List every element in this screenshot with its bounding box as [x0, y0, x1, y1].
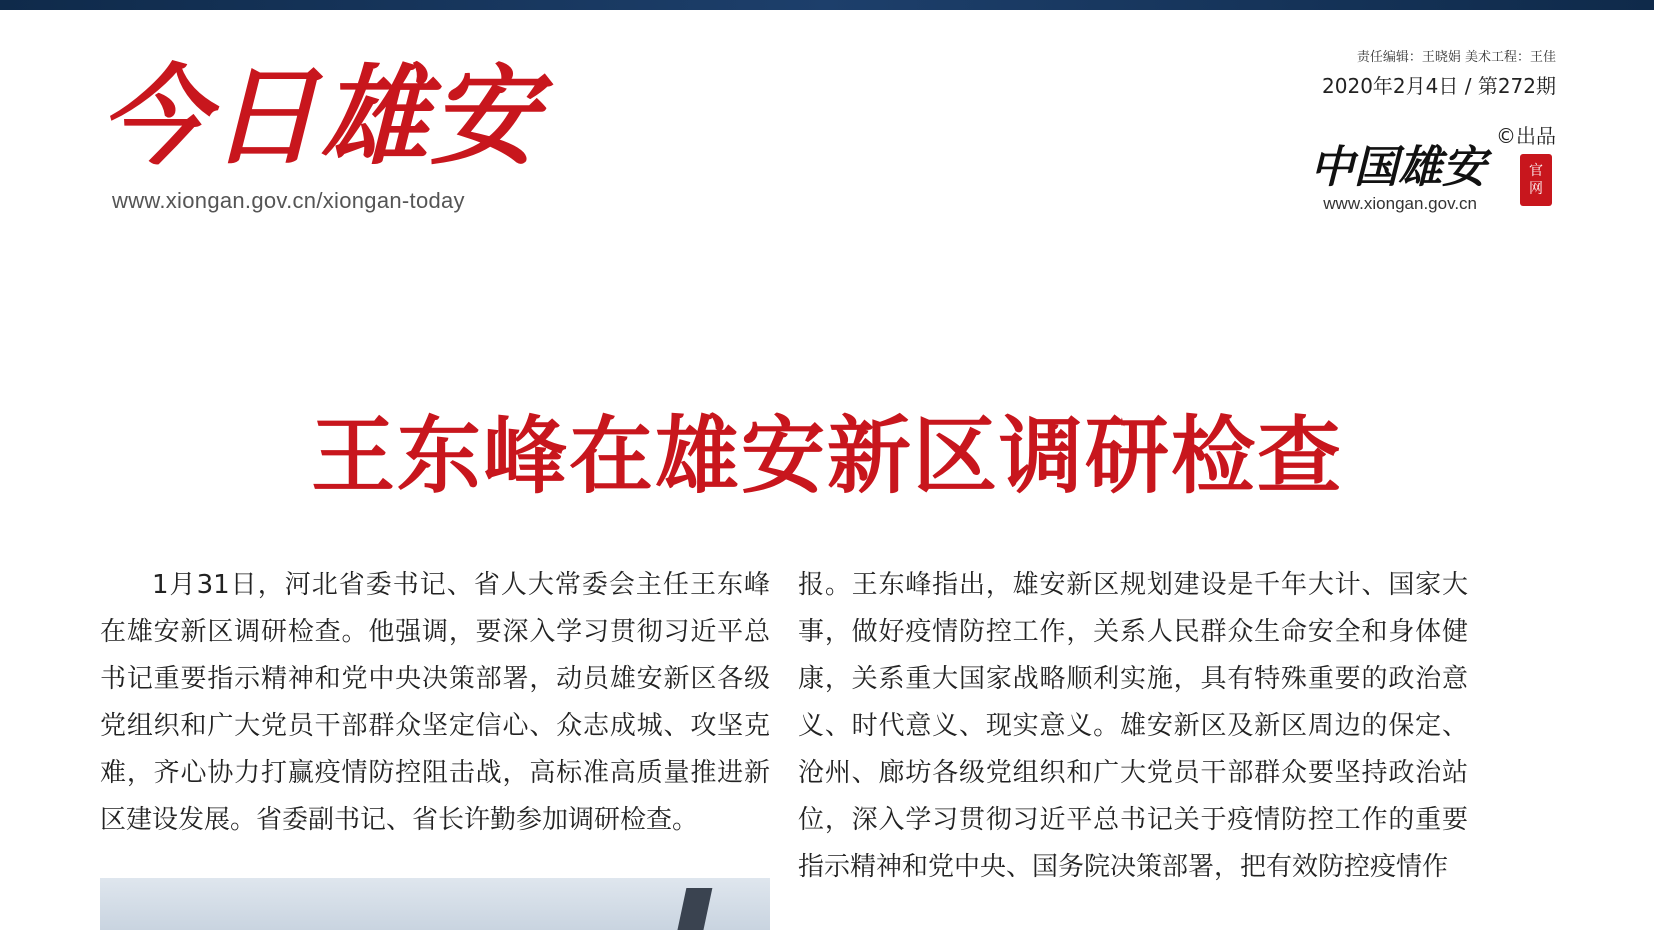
article-photo [100, 878, 770, 930]
photo-figure [674, 888, 713, 930]
official-seal-icon [1520, 154, 1552, 206]
masthead-logo: 今日雄安 [100, 54, 541, 180]
seal-char-2: 网 [1529, 181, 1543, 197]
article-headline: 王东峰在雄安新区调研检查 [310, 406, 1343, 506]
top-accent-bar [0, 0, 1654, 10]
issue-date: 2020年2月4日 / 第272期 [1322, 74, 1556, 98]
editor-credits: 责任编辑：王晓娟 美术工程：王佳 [1356, 50, 1556, 65]
seal-char-1: 官 [1529, 163, 1543, 179]
brand-url[interactable]: www.xiongan.gov.cn [1323, 194, 1477, 213]
producer-label: ©出品 [1496, 124, 1556, 148]
article-column-right [798, 562, 1468, 930]
article-paragraph: 报。王东峰指出，雄安新区规划建设是千年大计、国家大事，做好疫情防控工作，关系人民群众生命安全和身体健康，关系重大国家战略顺利实施，具有特殊重要的政治意义、时代意义、现实意义。雄安新区及新区周边的保定、沧州、廊坊各级党组织和广大党员干部群众要坚持政治站位，深入学习贯彻习近平总书记关于疫情防控工作的重要指示精神和党中央、国务院决策部署，把有效防控疫情作 [798, 570, 1468, 882]
brand-logo: 中国雄安 [1310, 142, 1486, 193]
masthead-url[interactable]: www.xiongan.gov.cn/xiongan-today [112, 188, 465, 213]
article-paragraph: 1月31日，河北省委书记、省人大常委会主任王东峰在雄安新区调研检查。他强调，要深入学习贯彻习近平总书记重要指示精神和党中央决策部署，动员雄安新区各级党组织和广大党员干部群众坚定信心、众志成城、攻坚克难，齐心协力打赢疫情防控阻击战，高标准高质量推进新区建设发展。省委副书记、省长许勤参加调研检查。 [100, 570, 770, 835]
article-column-left [100, 562, 770, 852]
